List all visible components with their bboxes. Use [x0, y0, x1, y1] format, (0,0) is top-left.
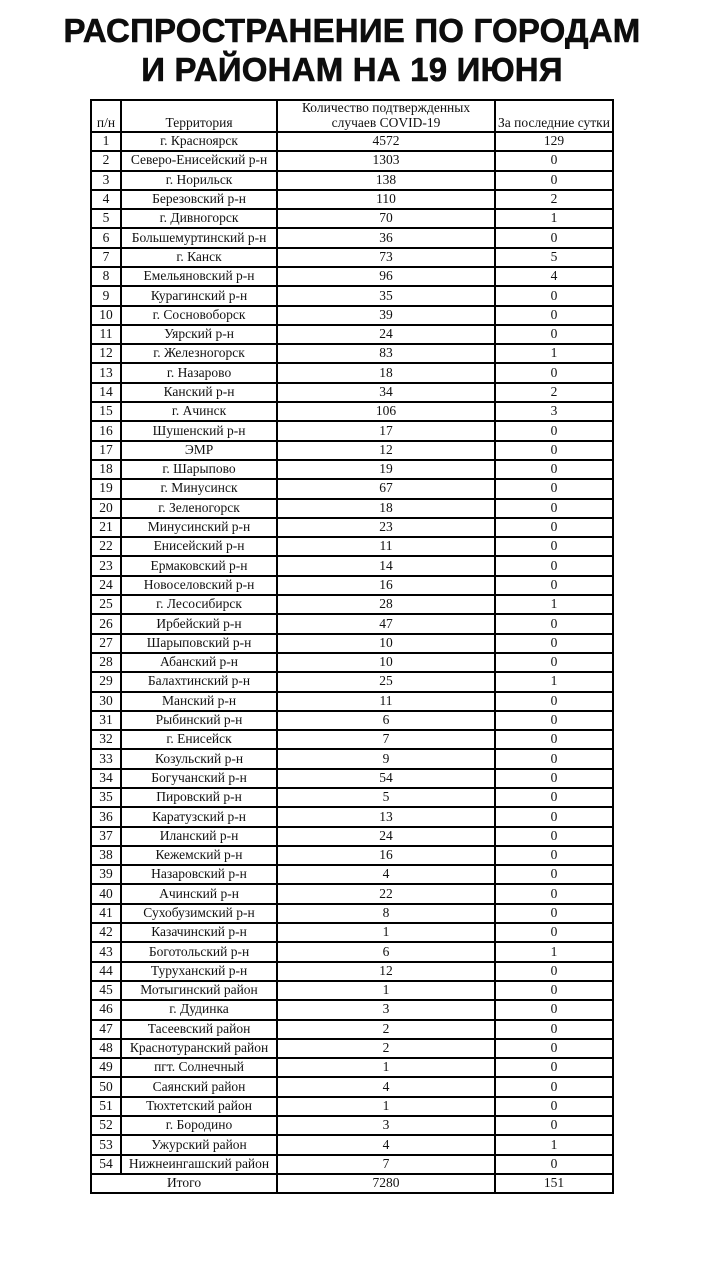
- row-daily: 0: [495, 286, 613, 305]
- row-confirmed: 22: [277, 884, 495, 903]
- row-territory: г. Дивногорск: [121, 209, 277, 228]
- row-confirmed: 12: [277, 441, 495, 460]
- total-daily: 151: [495, 1174, 613, 1193]
- row-num: 43: [91, 942, 121, 961]
- row-num: 3: [91, 171, 121, 190]
- table-row: [91, 556, 613, 575]
- row-territory: г. Зеленогорск: [121, 499, 277, 518]
- table-row: [91, 325, 613, 344]
- row-num: 27: [91, 634, 121, 653]
- row-daily: 1: [495, 209, 613, 228]
- row-daily: 0: [495, 769, 613, 788]
- row-confirmed: 13: [277, 807, 495, 826]
- table-row: [91, 460, 613, 479]
- row-daily: 0: [495, 1058, 613, 1077]
- title-line2: И РАЙОНАМ НА 19 ИЮНЯ: [141, 50, 563, 88]
- row-num: 16: [91, 421, 121, 440]
- row-confirmed: 6: [277, 711, 495, 730]
- table-row: [91, 1058, 613, 1077]
- row-num: 22: [91, 537, 121, 556]
- row-daily: 0: [495, 614, 613, 633]
- table-body: [91, 132, 613, 1174]
- row-territory: Саянский район: [121, 1077, 277, 1096]
- row-confirmed: 4: [277, 865, 495, 884]
- row-daily: 0: [495, 306, 613, 325]
- header-row: [91, 100, 613, 132]
- row-territory: г. Красноярск: [121, 132, 277, 151]
- row-territory: Мотыгинский район: [121, 981, 277, 1000]
- row-confirmed: 4: [277, 1077, 495, 1096]
- row-num: 48: [91, 1039, 121, 1058]
- row-daily: 0: [495, 228, 613, 247]
- table-row: [91, 151, 613, 170]
- row-territory: Каратузский р-н: [121, 807, 277, 826]
- row-confirmed: 23: [277, 518, 495, 537]
- row-confirmed: 35: [277, 286, 495, 305]
- row-daily: 1: [495, 595, 613, 614]
- header-num: п/н: [91, 100, 121, 132]
- table-row: [91, 865, 613, 884]
- row-territory: Нижнеингашский район: [121, 1155, 277, 1174]
- row-daily: 0: [495, 884, 613, 903]
- row-daily: 0: [495, 788, 613, 807]
- row-territory: Сухобузимский р-н: [121, 904, 277, 923]
- row-num: 34: [91, 769, 121, 788]
- row-daily: 2: [495, 190, 613, 209]
- row-daily: 0: [495, 556, 613, 575]
- row-num: 4: [91, 190, 121, 209]
- total-label: Итого: [91, 1174, 277, 1193]
- row-daily: 0: [495, 537, 613, 556]
- row-confirmed: 28: [277, 595, 495, 614]
- row-daily: 0: [495, 749, 613, 768]
- row-daily: 1: [495, 1135, 613, 1154]
- table-row: [91, 595, 613, 614]
- row-confirmed: 4572: [277, 132, 495, 151]
- row-territory: Абанский р-н: [121, 653, 277, 672]
- row-num: 17: [91, 441, 121, 460]
- row-confirmed: 67: [277, 479, 495, 498]
- row-daily: 0: [495, 171, 613, 190]
- row-territory: г. Бородино: [121, 1116, 277, 1135]
- row-territory: г. Сосновоборск: [121, 306, 277, 325]
- row-num: 11: [91, 325, 121, 344]
- row-territory: Уярский р-н: [121, 325, 277, 344]
- row-territory: Назаровский р-н: [121, 865, 277, 884]
- row-confirmed: 14: [277, 556, 495, 575]
- row-num: 47: [91, 1020, 121, 1039]
- table-row: [91, 653, 613, 672]
- row-territory: Ачинский р-н: [121, 884, 277, 903]
- row-num: 46: [91, 1000, 121, 1019]
- row-num: 25: [91, 595, 121, 614]
- row-daily: 0: [495, 711, 613, 730]
- row-daily: 0: [495, 1039, 613, 1058]
- row-confirmed: 106: [277, 402, 495, 421]
- row-daily: 0: [495, 460, 613, 479]
- row-confirmed: 36: [277, 228, 495, 247]
- row-num: 54: [91, 1155, 121, 1174]
- row-num: 53: [91, 1135, 121, 1154]
- row-confirmed: 24: [277, 827, 495, 846]
- row-territory: г. Норильск: [121, 171, 277, 190]
- header-territory: Территория: [121, 100, 277, 132]
- row-territory: ЭМР: [121, 441, 277, 460]
- table-row: [91, 923, 613, 942]
- row-num: 39: [91, 865, 121, 884]
- row-territory: Ирбейский р-н: [121, 614, 277, 633]
- row-territory: Шарыповский р-н: [121, 634, 277, 653]
- row-confirmed: 11: [277, 692, 495, 711]
- row-daily: 1: [495, 344, 613, 363]
- row-num: 13: [91, 363, 121, 382]
- row-confirmed: 3: [277, 1000, 495, 1019]
- table-row: [91, 614, 613, 633]
- table-row: [91, 363, 613, 382]
- table-row: [91, 132, 613, 151]
- row-num: 2: [91, 151, 121, 170]
- row-daily: 0: [495, 865, 613, 884]
- row-num: 26: [91, 614, 121, 633]
- row-territory: г. Лесосибирск: [121, 595, 277, 614]
- row-daily: 0: [495, 151, 613, 170]
- row-confirmed: 25: [277, 672, 495, 691]
- row-num: 41: [91, 904, 121, 923]
- row-confirmed: 138: [277, 171, 495, 190]
- row-territory: Туруханский р-н: [121, 962, 277, 981]
- table-row: [91, 228, 613, 247]
- row-daily: 0: [495, 363, 613, 382]
- row-territory: Тасеевский район: [121, 1020, 277, 1039]
- table-row: [91, 1135, 613, 1154]
- table-row: [91, 499, 613, 518]
- row-confirmed: 83: [277, 344, 495, 363]
- row-num: 42: [91, 923, 121, 942]
- row-num: 18: [91, 460, 121, 479]
- row-confirmed: 70: [277, 209, 495, 228]
- row-daily: 0: [495, 904, 613, 923]
- header-confirmed: Количество подтвержденных случаев COVID-19: [277, 100, 495, 132]
- row-confirmed: 110: [277, 190, 495, 209]
- row-daily: 3: [495, 402, 613, 421]
- row-territory: Боготольский р-н: [121, 942, 277, 961]
- row-num: 52: [91, 1116, 121, 1135]
- table-row: [91, 209, 613, 228]
- table-row: [91, 846, 613, 865]
- row-territory: г. Назарово: [121, 363, 277, 382]
- row-territory: Казачинский р-н: [121, 923, 277, 942]
- row-confirmed: 9: [277, 749, 495, 768]
- row-territory: Ермаковский р-н: [121, 556, 277, 575]
- row-daily: 0: [495, 325, 613, 344]
- row-daily: 1: [495, 942, 613, 961]
- row-territory: Енисейский р-н: [121, 537, 277, 556]
- row-daily: 0: [495, 1020, 613, 1039]
- row-num: 50: [91, 1077, 121, 1096]
- row-territory: Курагинский р-н: [121, 286, 277, 305]
- row-confirmed: 17: [277, 421, 495, 440]
- row-num: 21: [91, 518, 121, 537]
- table-row: [91, 711, 613, 730]
- row-num: 49: [91, 1058, 121, 1077]
- covid-table: [90, 99, 614, 1194]
- row-num: 28: [91, 653, 121, 672]
- table-row: [91, 1077, 613, 1096]
- row-confirmed: 18: [277, 499, 495, 518]
- table-row: [91, 171, 613, 190]
- row-confirmed: 1: [277, 981, 495, 1000]
- row-territory: Кежемский р-н: [121, 846, 277, 865]
- row-daily: 0: [495, 1077, 613, 1096]
- row-confirmed: 4: [277, 1135, 495, 1154]
- table-row: [91, 479, 613, 498]
- row-confirmed: 1: [277, 923, 495, 942]
- table-row: [91, 807, 613, 826]
- row-num: 37: [91, 827, 121, 846]
- table-row: [91, 981, 613, 1000]
- row-territory: Новоселовский р-н: [121, 576, 277, 595]
- row-daily: 0: [495, 441, 613, 460]
- row-num: 20: [91, 499, 121, 518]
- row-territory: г. Енисейск: [121, 730, 277, 749]
- row-num: 5: [91, 209, 121, 228]
- row-confirmed: 7: [277, 1155, 495, 1174]
- row-territory: Емельяновский р-н: [121, 267, 277, 286]
- table-row: [91, 518, 613, 537]
- table-row: [91, 383, 613, 402]
- row-num: 44: [91, 962, 121, 981]
- row-num: 38: [91, 846, 121, 865]
- row-num: 32: [91, 730, 121, 749]
- row-territory: Канский р-н: [121, 383, 277, 402]
- table-row: [91, 884, 613, 903]
- row-daily: 0: [495, 730, 613, 749]
- row-daily: 0: [495, 499, 613, 518]
- row-territory: Березовский р-н: [121, 190, 277, 209]
- row-daily: 1: [495, 672, 613, 691]
- row-confirmed: 2: [277, 1020, 495, 1039]
- table-row: [91, 286, 613, 305]
- row-confirmed: 47: [277, 614, 495, 633]
- row-confirmed: 7: [277, 730, 495, 749]
- row-num: 19: [91, 479, 121, 498]
- row-territory: Козульский р-н: [121, 749, 277, 768]
- row-daily: 0: [495, 981, 613, 1000]
- row-territory: Манский р-н: [121, 692, 277, 711]
- row-territory: Краснотуранский район: [121, 1039, 277, 1058]
- row-territory: г. Железногорск: [121, 344, 277, 363]
- row-num: 36: [91, 807, 121, 826]
- row-confirmed: 8: [277, 904, 495, 923]
- table-row: [91, 942, 613, 961]
- total-row: [91, 1174, 613, 1193]
- table-row: [91, 267, 613, 286]
- row-daily: 0: [495, 1155, 613, 1174]
- row-confirmed: 5: [277, 788, 495, 807]
- row-daily: 0: [495, 479, 613, 498]
- row-num: 31: [91, 711, 121, 730]
- row-confirmed: 96: [277, 267, 495, 286]
- row-num: 10: [91, 306, 121, 325]
- row-num: 29: [91, 672, 121, 691]
- row-territory: г. Шарыпово: [121, 460, 277, 479]
- table-row: [91, 692, 613, 711]
- table-row: [91, 402, 613, 421]
- row-daily: 0: [495, 846, 613, 865]
- row-territory: г. Дудинка: [121, 1000, 277, 1019]
- title-line1: РАСПРОСТРАНЕНИЕ ПО ГОРОДАМ: [63, 12, 641, 49]
- table-row: [91, 1155, 613, 1174]
- row-confirmed: 16: [277, 576, 495, 595]
- row-territory: Иланский р-н: [121, 827, 277, 846]
- table-row: [91, 1039, 613, 1058]
- total-confirmed: 7280: [277, 1174, 495, 1193]
- row-daily: 0: [495, 1116, 613, 1135]
- table-row: [91, 1000, 613, 1019]
- row-daily: 0: [495, 692, 613, 711]
- row-num: 24: [91, 576, 121, 595]
- row-territory: Богучанский р-н: [121, 769, 277, 788]
- row-confirmed: 73: [277, 248, 495, 267]
- row-daily: 0: [495, 1097, 613, 1116]
- table-row: [91, 1020, 613, 1039]
- row-confirmed: 10: [277, 634, 495, 653]
- table-row: [91, 962, 613, 981]
- row-daily: 0: [495, 807, 613, 826]
- table-row: [91, 1116, 613, 1135]
- row-num: 45: [91, 981, 121, 1000]
- row-confirmed: 12: [277, 962, 495, 981]
- row-num: 6: [91, 228, 121, 247]
- table-row: [91, 749, 613, 768]
- row-daily: 0: [495, 653, 613, 672]
- row-daily: 0: [495, 634, 613, 653]
- row-confirmed: 1303: [277, 151, 495, 170]
- row-confirmed: 54: [277, 769, 495, 788]
- table-row: [91, 344, 613, 363]
- row-territory: Большемуртинский р-н: [121, 228, 277, 247]
- table-row: [91, 904, 613, 923]
- row-daily: 129: [495, 132, 613, 151]
- row-num: 40: [91, 884, 121, 903]
- row-territory: г. Минусинск: [121, 479, 277, 498]
- table-row: [91, 248, 613, 267]
- row-confirmed: 24: [277, 325, 495, 344]
- row-num: 7: [91, 248, 121, 267]
- row-daily: 2: [495, 383, 613, 402]
- table-row: [91, 537, 613, 556]
- header-daily: За последние сутки: [495, 100, 613, 132]
- row-territory: Шушенский р-н: [121, 421, 277, 440]
- row-num: 30: [91, 692, 121, 711]
- row-daily: 0: [495, 518, 613, 537]
- row-num: 1: [91, 132, 121, 151]
- table-row: [91, 306, 613, 325]
- row-confirmed: 11: [277, 537, 495, 556]
- row-confirmed: 18: [277, 363, 495, 382]
- row-daily: 0: [495, 923, 613, 942]
- row-num: 33: [91, 749, 121, 768]
- row-confirmed: 1: [277, 1097, 495, 1116]
- row-territory: г. Ачинск: [121, 402, 277, 421]
- row-num: 51: [91, 1097, 121, 1116]
- row-territory: г. Канск: [121, 248, 277, 267]
- row-num: 14: [91, 383, 121, 402]
- row-num: 15: [91, 402, 121, 421]
- table-row: [91, 788, 613, 807]
- row-num: 8: [91, 267, 121, 286]
- row-confirmed: 39: [277, 306, 495, 325]
- table-row: [91, 1097, 613, 1116]
- row-territory: Северо-Енисейский р-н: [121, 151, 277, 170]
- row-daily: 0: [495, 421, 613, 440]
- table-row: [91, 634, 613, 653]
- row-confirmed: 16: [277, 846, 495, 865]
- row-confirmed: 34: [277, 383, 495, 402]
- table-row: [91, 576, 613, 595]
- row-num: 12: [91, 344, 121, 363]
- row-daily: 4: [495, 267, 613, 286]
- row-territory: Минусинский р-н: [121, 518, 277, 537]
- row-confirmed: 10: [277, 653, 495, 672]
- table-row: [91, 421, 613, 440]
- row-territory: Рыбинский р-н: [121, 711, 277, 730]
- row-confirmed: 1: [277, 1058, 495, 1077]
- row-daily: 0: [495, 1000, 613, 1019]
- row-daily: 0: [495, 962, 613, 981]
- row-territory: Балахтинский р-н: [121, 672, 277, 691]
- table-row: [91, 672, 613, 691]
- row-confirmed: 2: [277, 1039, 495, 1058]
- table-row: [91, 769, 613, 788]
- row-confirmed: 19: [277, 460, 495, 479]
- row-confirmed: 3: [277, 1116, 495, 1135]
- row-territory: Тюхтетский район: [121, 1097, 277, 1116]
- row-num: 23: [91, 556, 121, 575]
- row-territory: Пировский р-н: [121, 788, 277, 807]
- row-num: 35: [91, 788, 121, 807]
- row-confirmed: 6: [277, 942, 495, 961]
- table-row: [91, 441, 613, 460]
- row-daily: 0: [495, 827, 613, 846]
- row-daily: 0: [495, 576, 613, 595]
- table-row: [91, 730, 613, 749]
- row-territory: Ужурский район: [121, 1135, 277, 1154]
- row-num: 9: [91, 286, 121, 305]
- table-row: [91, 827, 613, 846]
- table-row: [91, 190, 613, 209]
- row-daily: 5: [495, 248, 613, 267]
- row-territory: пгт. Солнечный: [121, 1058, 277, 1077]
- page-title: [10, 12, 694, 89]
